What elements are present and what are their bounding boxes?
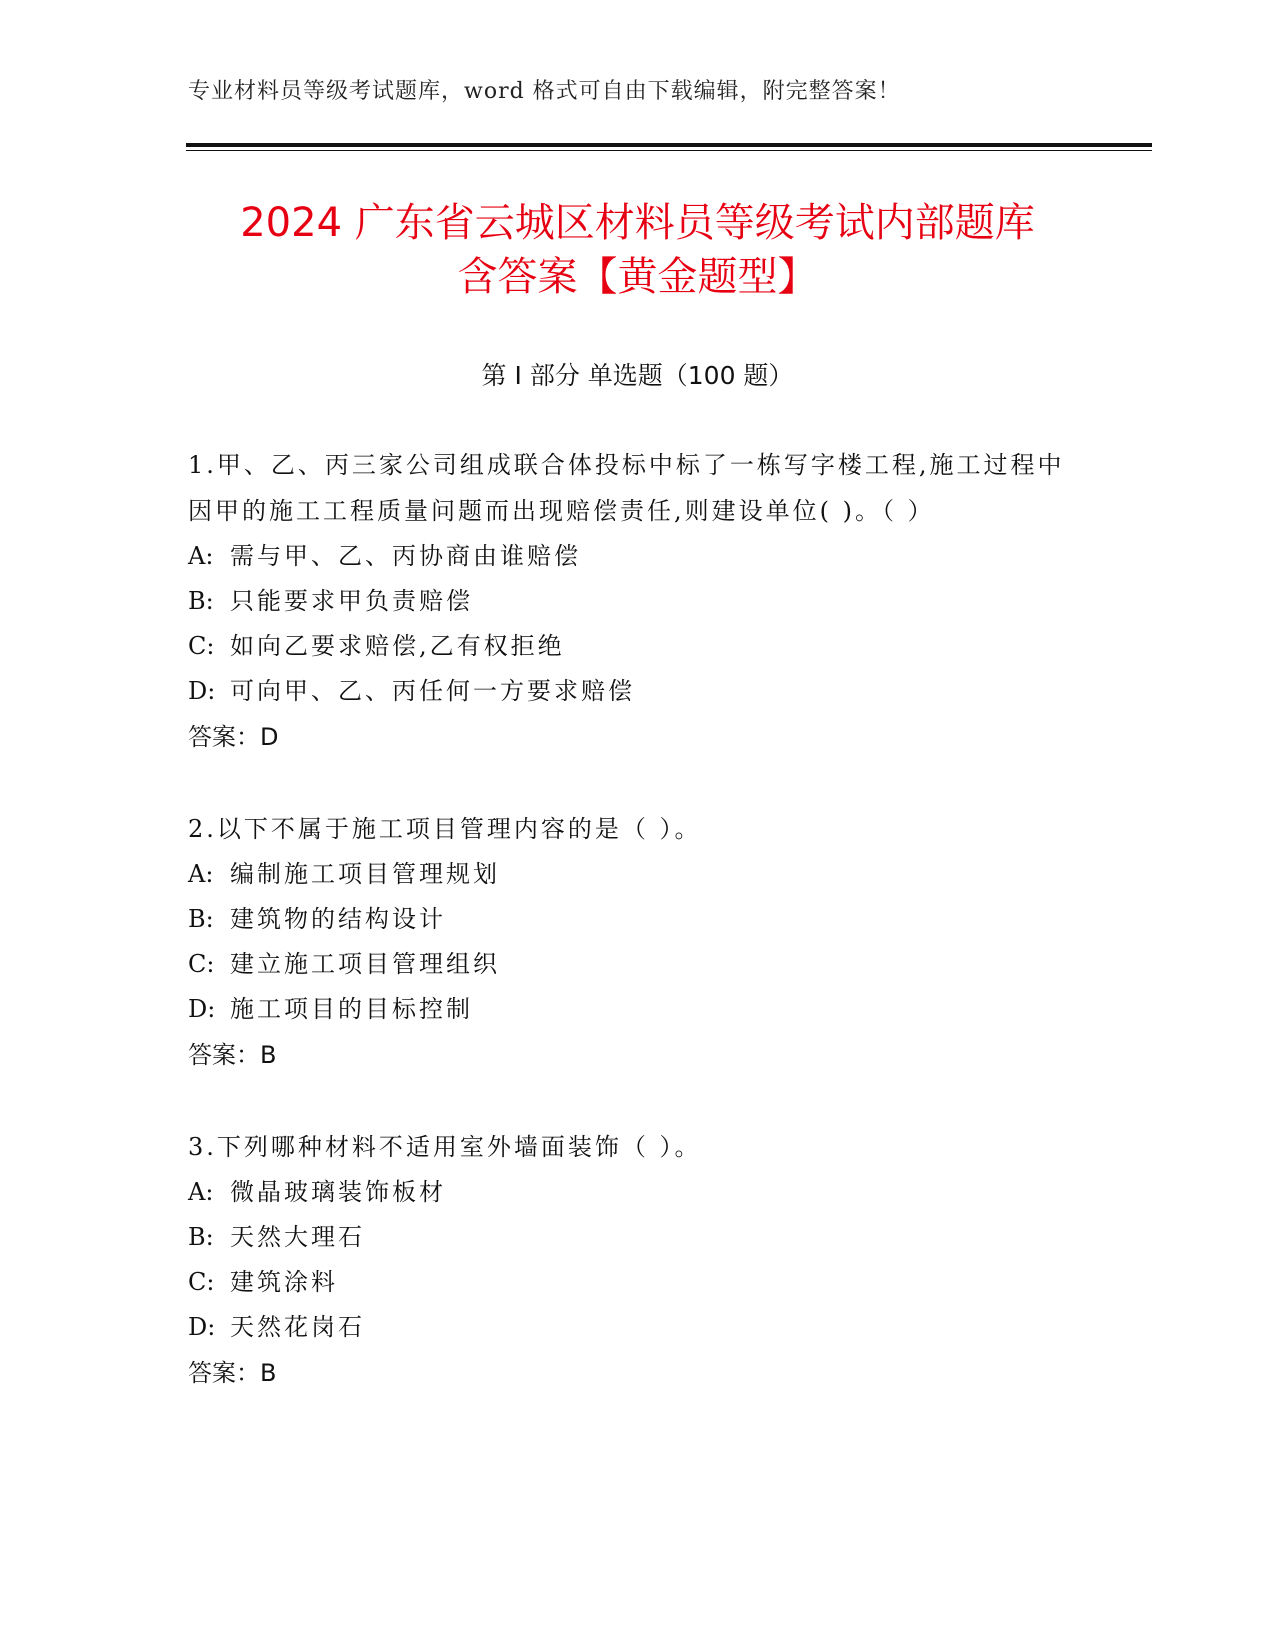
option-letter: A: [188,1178,214,1206]
option-a [188,1170,1088,1215]
option-b [188,1215,1088,1260]
question-2 [188,806,1088,1078]
option-text: 建筑物的结构设计 [230,905,446,933]
question-stem: 2.以下不属于施工项目管理内容的是（ ）。 [188,815,702,843]
option-d [188,669,1088,714]
option-c [188,624,1088,669]
option-letter: B: [188,905,214,933]
question-3 [188,1124,1088,1396]
option-letter: D: [188,995,216,1023]
option-text: 天然花岗石 [230,1313,365,1341]
option-letter: A: [188,860,214,888]
option-letter: C: [188,950,215,978]
option-a [188,852,1088,897]
option-letter: B: [188,1223,214,1251]
answer: 答案：B [188,1359,277,1387]
option-text: 微晶玻璃装饰板材 [230,1178,446,1206]
option-letter: C: [188,1268,215,1296]
section-title: 第 I 部分 单选题（100 题） [481,361,794,390]
option-letter: B: [188,587,214,615]
option-letter: A: [188,542,214,570]
option-d [188,987,1088,1032]
option-text: 编制施工项目管理规划 [230,860,500,888]
question-stem: 1.甲、乙、丙三家公司组成联合体投标中标了一栋写字楼工程,施工过程中因甲的施工工程质量问题而出现赔偿责任,则建设单位( )。（ ） [188,451,1065,525]
option-b [188,897,1088,942]
option-c [188,1260,1088,1305]
option-text: 需与甲、乙、丙协商由谁赔偿 [230,542,581,570]
question-1 [188,442,1088,760]
document-title-line2: 含答案【黄金题型】 [457,254,818,300]
answer: 答案：D [188,723,279,751]
header-note: 专业材料员等级考试题库，word 格式可自由下载编辑，附完整答案！ [188,79,901,104]
option-text: 建筑涂料 [230,1268,338,1296]
option-letter: D: [188,1313,216,1341]
option-b [188,579,1088,624]
option-text: 天然大理石 [230,1223,365,1251]
header-rule-thin [186,150,1152,151]
option-text: 只能要求甲负责赔偿 [230,587,473,615]
option-c [188,942,1088,987]
document-title [150,196,1125,304]
option-text: 施工项目的目标控制 [230,995,473,1023]
option-text: 如向乙要求赔偿,乙有权拒绝 [230,632,565,660]
option-letter: C: [188,632,215,660]
option-a [188,534,1088,579]
option-letter: D: [188,677,216,705]
question-stem: 3.下列哪种材料不适用室外墙面装饰（ ）。 [188,1133,702,1161]
answer: 答案：B [188,1041,277,1069]
option-text: 可向甲、乙、丙任何一方要求赔偿 [230,677,635,705]
question-list [188,442,1088,1442]
option-text: 建立施工项目管理组织 [230,950,500,978]
header-rule [186,143,1152,147]
document-title-line1: 2024 广东省云城区材料员等级考试内部题库 [240,200,1035,246]
option-d [188,1305,1088,1350]
